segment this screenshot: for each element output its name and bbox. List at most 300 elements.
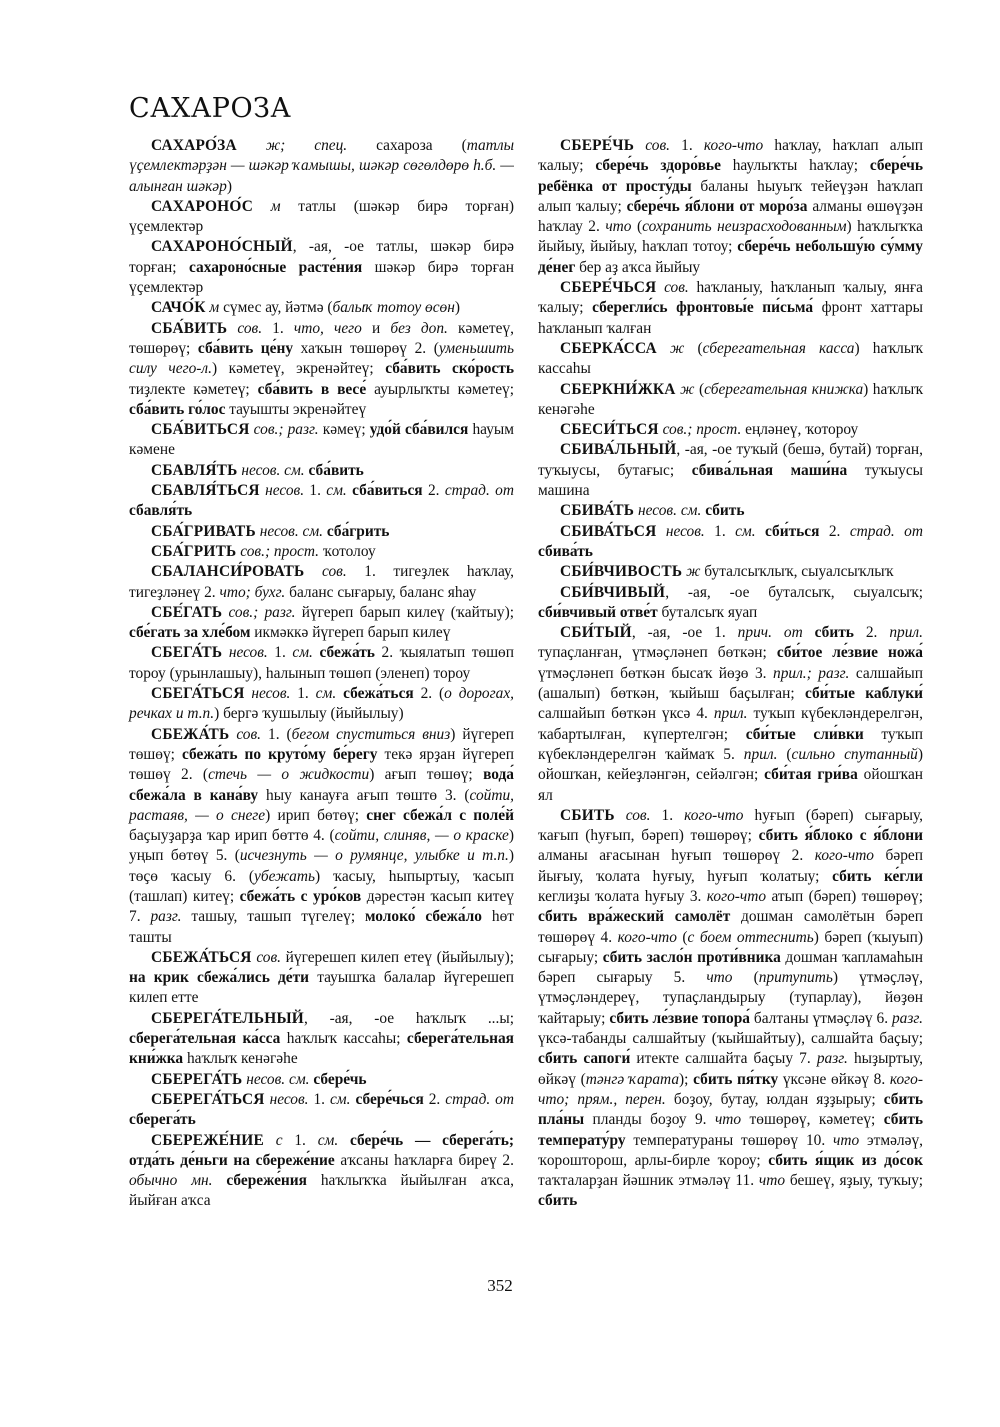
entry-grammar: обычно мн. (129, 1172, 213, 1190)
entry-text: буталсыҡ яуап (657, 603, 758, 621)
entry-text: һыҙыртыу, өйкәү ( (538, 1050, 923, 1088)
entry-grammar: притупить (758, 969, 833, 987)
entry-text: , -ая, -ое туҡый (бешә, бутай) торған, туҡыусы, бутағыс; (538, 441, 923, 479)
dictionary-entry (538, 501, 923, 521)
entry-grammar: сберегательная касса (702, 339, 855, 357)
entry-example: сбить ке́гли (832, 867, 923, 885)
entry-grammar: несов. (269, 1090, 309, 1108)
entry-grammar: см. (292, 644, 313, 662)
entry-headword: СБИТЬ (560, 806, 615, 824)
entry-text: ) ойошҡан, кейеҙләнгән, сейәлгән; (538, 745, 923, 784)
entry-example: сби́тые каблуки́ (804, 685, 923, 703)
entry-example: сби́тая гри́ва (764, 766, 858, 784)
entry-text: ) бәреп (ҡыуып) сығарыу; (538, 928, 923, 966)
entry-text: ); (679, 1070, 694, 1088)
entry-text: ( (676, 928, 688, 946)
entry-example: сбить я́блоко с я́блони (758, 827, 923, 845)
column-right (538, 136, 923, 1212)
entry-text: таҡталарҙан йәшник этмәләү 11. (538, 1172, 759, 1190)
entry-text: һөт ташты (129, 908, 514, 946)
dictionary-entry (129, 136, 514, 197)
entry-headword: СБА́ВИТЬ (151, 319, 228, 337)
entry-grammar: сов. (645, 137, 670, 154)
entry-grammar: сов. (322, 563, 347, 581)
entry-example: сбива́льная маши́на (691, 461, 848, 479)
entry-text: этмәләү, ҡорошторош, арлы-бирле ҡороу; (538, 1131, 923, 1169)
entry-example: сбить вра́жеский самолёт (538, 908, 731, 926)
entry-text: ( (631, 218, 643, 236)
dictionary-entry (129, 319, 514, 420)
running-head: САХАРОЗА (129, 93, 292, 124)
dictionary-entry (538, 440, 923, 501)
entry-text: 2. ҡыялатып төшөп тороу (урынлашыу), һалынып төшөп (эленеп) тороу (129, 644, 514, 682)
entry-text: һыу канауға ағып төштө 3. ( (258, 786, 470, 804)
entry-text: 1. (669, 137, 704, 154)
entry-text: ташыу, ташып түгелеү; (181, 908, 365, 926)
entry-text: баланы һыуыҡ тейеүҙән һаҡлап алып ҡалыу; (538, 177, 923, 215)
entry-example: сби́тое ле́звие ножа́ (776, 644, 923, 662)
entry-text: , -ая, -ое буталсыҡ, сыуалсыҡ; (665, 583, 923, 601)
entry-grammar: несов. см. (638, 502, 702, 520)
entry-example: сби́вчивый отве́т (538, 603, 658, 621)
entry-example: сбить засло́н проти́вника (602, 948, 781, 966)
entry-text (656, 523, 665, 540)
entry-example: сберега́тельная ка́сса (129, 1030, 281, 1048)
entry-headword: СБИ́ТЫЙ (560, 624, 632, 642)
entry-grammar: сов. (236, 725, 262, 743)
entry-text: ( (732, 969, 759, 987)
entry-text (803, 624, 815, 641)
entry-text: ) һаҡлыҡҡа йыйыу, йыйыу, һаҡлап тотоу; (538, 218, 924, 256)
entry-grammar: с боем оттеснить (687, 928, 814, 946)
entry-example: сба́вить в весе́ (257, 380, 367, 398)
entry-headword: СБЕЖА́ТЬ (151, 725, 230, 743)
entry-example: сбить (705, 502, 745, 520)
entry-text: ) үтмәҫләү, үтмәҫләндереү, тупаҫландырыу (тупарлау), йөҙөн ҡайтарыу; (538, 969, 923, 1027)
entry-text: сахароза ( (347, 137, 467, 154)
entry-example: сбить я́щик из до́сок (768, 1151, 923, 1169)
entry-headword: СБИВА́ЛЬНЫЙ (560, 441, 677, 459)
entry-text: ) ирип бөтөү; (265, 806, 367, 824)
entry-example: сба́грить (326, 522, 390, 540)
entry-example: сбере́чь — сберега́ть; отда́ть де́ньги на сбереже́ние (129, 1131, 514, 1169)
entry-example: сбить пла́ны (538, 1090, 924, 1129)
entry-example: сба́вить го́лос (129, 400, 226, 418)
entry-example: сба́виться (352, 482, 423, 500)
entry-grammar: кого-что (814, 847, 875, 865)
entry-example: сбить (814, 624, 854, 642)
entry-headword: СБЕРЕ́ЧЬСЯ (560, 279, 657, 297)
entry-example: сбе́гать за хле́бом (129, 624, 251, 642)
entry-headword: СБЕГА́ТЬ (151, 644, 223, 662)
entry-text: ) ҡасыу, һыпыртыу, ҡасып (ташлап) китеү; (129, 867, 514, 905)
entry-headword: СБАВЛЯ́ТЬСЯ (151, 482, 260, 500)
entry-text: тупаҫланған, үтмәҫләнеп бөткән; (538, 644, 777, 662)
dictionary-entry (129, 1009, 514, 1070)
entry-example: сбере́чь я́блони от моро́за (626, 197, 808, 215)
entry-headword: САЧО́К (151, 299, 206, 317)
entry-grammar: сов.; разг. (228, 603, 296, 621)
entry-grammar: что; бухг. (219, 583, 286, 601)
entry-text: , -ая, -ое 1. (631, 624, 738, 642)
entry-grammar: сов.; разг. (253, 421, 319, 439)
dictionary-entry (129, 562, 514, 603)
entry-headword: СБА́ГРИВАТЬ (151, 522, 256, 540)
entry-text: 1. (290, 685, 316, 703)
entry-headword: СБА́ВИТЬСЯ (151, 421, 250, 439)
entry-grammar: сов.; прост. (662, 421, 742, 439)
entry-grammar: м (270, 197, 281, 215)
entry-grammar: разг. (150, 908, 182, 926)
dictionary-entry (538, 136, 923, 278)
entry-grammar: несов. (665, 522, 705, 540)
entry-text: кәметеү, төшөрөү; (129, 319, 514, 357)
entry-grammar: сов. (625, 806, 651, 824)
entry-text: фронт хаттары һаҡланып ҡалған (538, 299, 923, 337)
entry-text: кәмеү; (318, 421, 370, 439)
entry-grammar: ж (670, 339, 685, 357)
entry-text: 2. (422, 482, 445, 500)
entry-text: температураны төшөрөү 10. (625, 1131, 834, 1149)
entry-text (756, 523, 765, 540)
entry-example: сбере́чься (355, 1090, 424, 1108)
entry-text: планды боҙоу 9. (584, 1111, 715, 1129)
entry-text: татлы (шәкәр бирә торған) үҫемлектәр (129, 197, 514, 236)
entry-text: туҡыусы машина (538, 461, 923, 500)
entry-headword: СБИ́ВЧИВОСТЬ (560, 563, 683, 581)
entry-text: ) йүгереп төшөү; (129, 725, 514, 763)
entry-grammar: сов. (237, 319, 263, 337)
entry-grammar: разг. (891, 1009, 923, 1027)
entry-example: сбежа́ть с уро́ков (239, 887, 362, 905)
entry-text: туҡып күбекләндерелгән, ҡабартылған, күпертелгән; (538, 705, 924, 743)
entry-text (253, 198, 271, 215)
entry-example: сберега́тельная кни́жка (129, 1030, 514, 1068)
entry-grammar: страд. от (444, 482, 514, 500)
entry-text (237, 137, 266, 154)
entry-headword: СБЕРКНИ́ЖКА (560, 380, 676, 398)
entry-text: ) уңып бөтөү 5. ( (129, 827, 514, 865)
entry-headword: САХАРОНО́С (151, 197, 254, 215)
dictionary-entry (538, 380, 923, 421)
entry-grammar: прил. (743, 745, 778, 763)
entry-text: 1. (282, 1131, 318, 1149)
entry-text: икмәккә йүгереп барып килеү (250, 624, 451, 642)
entry-grammar: исчезнуть — о румянце, улыбке и т.п. (239, 847, 509, 865)
entry-grammar: ж (686, 563, 701, 581)
entry-grammar: прич. от (737, 624, 803, 642)
entry-grammar: см. (315, 685, 337, 703)
entry-text: атып (бәреп) төшөрөү; (766, 887, 923, 905)
entry-text: , -ая, -ое һаҡлыҡ ...ы; (303, 1009, 514, 1027)
dictionary-entry (129, 684, 514, 725)
entry-text: ) һаҡлыҡ кенәгәһе (538, 380, 923, 418)
entry-text: ойошҡан ял (538, 766, 924, 804)
entry-example: сбива́ть (538, 542, 593, 560)
entry-headword: СБЕГА́ТЬСЯ (151, 685, 245, 703)
dictionary-entry (129, 481, 514, 522)
dictionary-entry (129, 197, 514, 238)
entry-text: ) бергә ҡушылыу (йыйылыу) (214, 705, 404, 723)
entry-text: ( (777, 745, 792, 763)
entry-text (634, 137, 645, 154)
entry-grammar: что (714, 1111, 742, 1129)
entry-text (615, 807, 626, 824)
entry-text: дәрестән ҡасып китеү 7. (129, 887, 514, 926)
entry-text: 1. (304, 482, 327, 500)
entry-text: бер аҙ аҡса йыйыу (575, 258, 701, 276)
entry-headword: СБА́ГРИТЬ (151, 542, 237, 560)
entry-grammar: бегом спуститься вниз (291, 725, 451, 743)
entry-text: һаҡлыҡ кенәгәһе (183, 1050, 298, 1068)
entry-example: сберега́ть (129, 1111, 196, 1129)
dictionary-entry (129, 237, 514, 298)
entry-grammar: кого-что; прям., перен. (538, 1070, 923, 1108)
entry-grammar: несов. см. (246, 1070, 310, 1088)
entry-example: сба́вить це́ну (197, 339, 294, 357)
entry-text: аҡсаны һаҡларға биреү 2. (334, 1151, 514, 1169)
entry-text: салшайып бөткән үксә 4. (538, 705, 714, 723)
entry-grammar: что, чего (293, 319, 362, 337)
entry-text: 1. (704, 522, 736, 540)
entry-grammar: о дорогах, речках и т.п. (129, 685, 514, 723)
entry-text: һуғып (бәреп) сығарыу, ҡағып (һуғып, бәреп) төшөрөү; (538, 806, 923, 845)
entry-text: баланс сығарыу, баланс яһау (285, 583, 477, 601)
entry-grammar: что (706, 969, 733, 987)
entry-text: дошман ҡапламаһын бәреп сығарыу 5. (538, 948, 924, 987)
entry-grammar: сберегательная книжка (704, 380, 864, 398)
entry-text: алманы ағасынан һуғып төшөрөү 2. (538, 847, 815, 865)
entry-text: үксә-табанды салшайтыу (ҡыйшайтыу), салшайта баҫыу; (538, 1030, 923, 1048)
entry-example: снег сбежа́л с поле́й (366, 806, 514, 824)
dictionary-entry (538, 420, 923, 440)
dictionary-entry (538, 278, 923, 339)
entry-grammar: прил.; разг. (773, 664, 850, 682)
entry-grammar: несов. (265, 482, 305, 500)
dictionary-entry (129, 298, 514, 318)
entry-grammar: что (758, 1172, 786, 1190)
dictionary-entry (538, 806, 923, 1212)
entry-headword: СБЕРЕГА́ТЬСЯ (151, 1090, 265, 1108)
entry-grammar: прил. (889, 624, 923, 642)
entry-grammar: кого-что (617, 928, 677, 946)
entry-example: сбере́чь здоро́вье (595, 157, 721, 175)
entry-grammar: см. (317, 1131, 339, 1149)
entry-grammar: балыҡ тотоу өсөн (332, 299, 455, 317)
dictionary-entry (129, 1090, 514, 1131)
entry-text: буталсыҡлыҡ, сыуалсыҡлыҡ (700, 563, 894, 581)
dictionary-entry (129, 420, 514, 461)
entry-grammar: несов. см. (259, 522, 324, 540)
dictionary-entry (129, 1131, 514, 1212)
dictionary-entry (129, 603, 514, 644)
entry-text: балтаны үтмәҫләү 6. (749, 1009, 892, 1027)
entry-example: сбить (538, 1192, 578, 1210)
dictionary-entry (129, 725, 514, 948)
entry-example: сбить пя́тку (693, 1070, 779, 1088)
entry-grammar: кого-что (684, 806, 744, 824)
entry-headword: СБЕРЕ́ЧЬ (560, 137, 635, 154)
entry-example: сбере́чь небольшу́ю су́мму де́нег (538, 238, 923, 276)
entry-grammar: стечь — о жидкости (208, 766, 370, 784)
entry-text (656, 279, 664, 296)
entry-grammar: без доп. (390, 319, 448, 337)
dictionary-entry (129, 948, 514, 1009)
entry-text: хаҡын төшөрөү 2. ( (293, 339, 439, 357)
entry-grammar: уменьшить силу чего-л. (129, 339, 514, 378)
entry-headword: СБЕСИ́ТЬСЯ (560, 421, 659, 439)
entry-text: 1. тигеҙлек һаҡлау, тигеҙләнеү 2. (129, 563, 514, 601)
entry-example: на крик сбежа́лись де́ти (129, 969, 310, 987)
entry-example: удо́й сба́вился (369, 421, 469, 439)
entry-text: һаҡлыҡ кассаһы; (280, 1030, 407, 1048)
entry-grammar: сойти, слиняв, — о краске (334, 827, 509, 845)
entry-text: ) (226, 177, 232, 195)
entry-grammar: см. (326, 482, 347, 500)
entry-example: сбежа́ться (343, 685, 414, 703)
entry-headword: СБЕ́ГАТЬ (151, 603, 223, 621)
entry-text: һаулыҡты һаҡлау; (720, 157, 870, 175)
entry-grammar: тәнгә ҡарата (585, 1070, 680, 1088)
entry-example: сбереже́ния (226, 1172, 307, 1190)
entry-text: боҙоу, бутау, юлдан яҙҙырыу; (665, 1090, 884, 1108)
entry-text (264, 1132, 276, 1149)
dictionary-entry (538, 562, 923, 582)
entry-headword: СБИВА́ТЬСЯ (560, 522, 657, 540)
entry-text: ( (684, 339, 703, 357)
dictionary-entry (538, 522, 923, 563)
entry-text: ) төҫө ҡасыу 6. ( (129, 847, 514, 885)
entry-text: төшөрөү, кәметеү; (741, 1111, 884, 1129)
entry-text: 1. (308, 1090, 330, 1108)
entry-grammar: сов. (256, 948, 281, 966)
entry-grammar: сойти, растаяв, — о снеге (129, 786, 514, 824)
entry-grammar: сов.; прост. (240, 542, 319, 560)
entry-text: ) (454, 299, 461, 317)
entry-text: сүмес ау, йәтмә ( (219, 299, 333, 317)
entry-grammar: страд. от (445, 1090, 514, 1108)
entry-text: үтмәҫләнеп бөткән бысаҡ йөҙө 3. (538, 664, 774, 682)
entry-example: вода́ сбежа́ла в кана́ву (129, 766, 515, 804)
entry-example: сбить температу́ру (538, 1111, 924, 1149)
entry-example: сбавля́ть (129, 502, 193, 520)
entry-example: сби́ться (765, 522, 820, 540)
entry-text: тауышҡа балалар йүгерешеп килеп етте (129, 969, 515, 1007)
entry-grammar: прил. (713, 705, 748, 723)
entry-headword: СБЕРЕЖЕ́НИЕ (151, 1131, 264, 1149)
entry-text: 2. (423, 1090, 446, 1108)
entry-headword: СБЕРЕГА́ТЬ (151, 1070, 243, 1088)
entry-text: һаҡлыҡҡа йыйылған аҡса, йыйған аҡса (129, 1172, 514, 1210)
entry-grammar: несов. (228, 644, 268, 662)
entry-text (338, 1132, 350, 1149)
entry-grammar: ж; спец. (265, 137, 348, 154)
entry-text: ) кәметеү, экренәйтеү; (211, 360, 386, 378)
entry-text: и (361, 319, 391, 337)
entry-text: үксәне өйкәү 8. (778, 1070, 890, 1088)
column-left (129, 136, 514, 1212)
entry-example: сби́тые сли́вки (745, 725, 864, 743)
entry-text: йүгерешеп килеп етеү (йыйылыу); (280, 948, 514, 966)
entry-headword: САХАРОНО́СНЫЙ (151, 238, 293, 256)
entry-example: сбежа́ть по круто́му бе́регу (181, 745, 378, 763)
entry-text: туҡып күбекләндерелгән ҡаймаҡ 5. (538, 725, 924, 763)
entry-text: һаҡланыу, һаҡланып ҡалыу, янға ҡалыу; (538, 279, 923, 317)
entry-headword: СБИВА́ТЬ (560, 502, 635, 520)
entry-text: 1. (650, 806, 685, 824)
entry-example: сбере́чь ребёнка от просту́ды (538, 157, 923, 195)
page-number: 352 (487, 1276, 513, 1295)
entry-grammar: с (275, 1131, 283, 1149)
entry-grammar: сильно спутанный (791, 745, 918, 763)
entry-grammar: страд. от (849, 522, 923, 540)
entry-text: бәреп йығыу, ҡолата һуғыу, һуғып ҡолатыу; (538, 847, 923, 885)
entry-text (657, 340, 670, 357)
entry-text: еңләнеү, ҡотороу (741, 421, 859, 439)
entry-text: 2. ( (413, 685, 445, 703)
entry-text: ( (694, 380, 705, 398)
entry-grammar: ж (680, 380, 695, 398)
entry-grammar: татлы үҫемлектәрҙән — шәкәр ҡамышы, шәкәр сөгөлдөрө һ.б. — алынған шәкәр (129, 137, 514, 195)
entry-text: ауырлыҡты кәметеү; (366, 380, 514, 398)
entry-headword: САХАРО́ЗА (151, 137, 237, 154)
entry-headword: СБЕРКА́ССА (560, 339, 657, 357)
entry-text: ) һаҡлыҡ кассаһы (538, 339, 923, 378)
entry-grammar: что (605, 218, 632, 236)
entry-text: тиҙлекте кәметеү; (129, 380, 258, 398)
dictionary-entry (129, 1070, 514, 1090)
entry-grammar: м (209, 299, 220, 317)
entry-example: сбежа́ть (319, 644, 375, 662)
entry-text (304, 563, 322, 580)
entry-text: 1. ( (261, 725, 292, 743)
entry-grammar: убежать (254, 867, 315, 885)
entry-grammar: сохранить неизрасходованным (642, 218, 847, 236)
entry-text: бешеү, яҙыу, туҡыу; (785, 1172, 923, 1190)
entry-example: сахароно́сные расте́ния (188, 258, 363, 276)
entry-example: молоко́ сбежа́ло (364, 908, 482, 926)
entry-example: сберегли́сь фронтовы́е пи́сьма́ (592, 299, 814, 317)
entry-example: сба́вить (308, 461, 364, 479)
entry-grammar: разг. (816, 1050, 848, 1068)
dictionary-entry (538, 583, 923, 624)
entry-text: һауым кәмене (129, 421, 514, 459)
entry-grammar: сов. (664, 279, 689, 297)
entry-headword: СБЕРЕГА́ТЕЛЬНЫЙ (151, 1009, 304, 1027)
entry-text: , -ая, -ое татлы, шәкәр бирә торған; (129, 238, 514, 276)
entry-headword: СБАВЛЯ́ТЬ (151, 461, 238, 479)
entry-grammar: несов. см. (241, 461, 305, 479)
entry-text: 2. (819, 522, 850, 540)
entry-text: ҡотолоу (319, 542, 376, 560)
entry-headword: СБАЛАНСИ́РОВАТЬ (151, 563, 305, 581)
entry-headword: СБЕЖА́ТЬСЯ (151, 948, 252, 966)
entry-text: һаҡлау, һаҡлап алып ҡалыу; (538, 137, 923, 175)
entry-text: текә ярҙан йүгереп төшөү 2. ( (129, 745, 514, 784)
entry-grammar: см. (329, 1090, 351, 1108)
entry-text: салшайып (ашалып) бөткән, ҡыйыш баҫылған; (538, 664, 923, 703)
entry-text: итекте салшайта баҫыу 7. (630, 1050, 817, 1068)
entry-text: шәкәр бирә торған үҫемлектәр (129, 258, 514, 297)
entry-text: 1. (267, 644, 293, 662)
dictionary-entry (129, 542, 514, 562)
dictionary-entry (129, 643, 514, 684)
entry-text: ) ағып төшөү; (369, 766, 484, 784)
entry-text: кеглиҙы ҡолата һуғыу 3. (538, 887, 707, 905)
entry-example: сбере́чь (313, 1070, 367, 1088)
entry-text: тауышты экренәйтеү (225, 400, 367, 418)
entry-text: дошман самолётын бәреп төшөрөү 4. (538, 908, 923, 946)
